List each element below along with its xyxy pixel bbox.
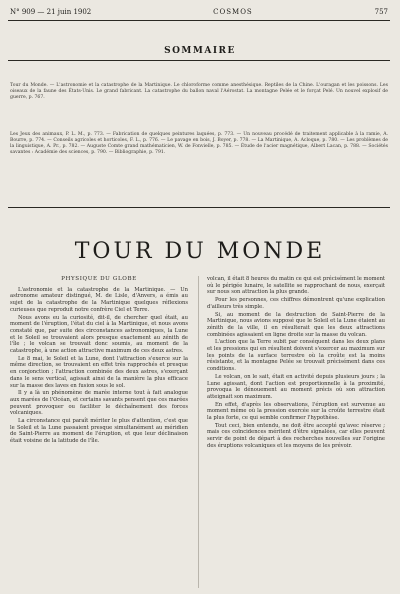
paragraph: L'astronomie et la catastrophe de la Martinique. — Un astronome amateur distingué, M. de Lisle, d'Anvers, a émis au sujet de la catastrophe de la Martinique quelques réflexions curieuses que reproduit notre confrère Ciel et Terre. xyxy=(10,286,188,313)
section-rule xyxy=(8,207,390,208)
sommaire-rule xyxy=(8,60,390,61)
paragraph: La circonstance qui paraît mériter le plus d'attention, c'est que le Soleil et la Lune passaient presque simultanément au méridien de Saint-Pierre au moment de l'éruption, et que leur déclinaison était voisine de la latitude de l'île. xyxy=(10,418,188,445)
page-header xyxy=(10,6,388,18)
paragraph: Tout ceci, bien entendu, ne doit être accepté qu'avec réserve ; mais ces coïncidences méritent d'être signalées, car elles peuvent servir de point de départ à des recherches nouvelles sur l'origine des éruptions volcaniques et les moyens de les prévoir. xyxy=(207,422,385,449)
paragraph: Il y a là un phénomène de marée interne tout à fait analogue aux marées de l'Océan, et certains savants pensent que ces marées peuvent provoquer ou faciliter le déchaînement des forces volcaniques. xyxy=(10,390,188,417)
paragraph: L'action que la Terre subit par conséquent dans les deux plans et les pressions qui en résultent doivent s'exercer au maximum sur les points de la surface terrestre où la croûte est la moins résistante, et la montagne Pelée se trouvait précisément dans ces conditions. xyxy=(207,339,385,373)
paragraph: Nous avons eu la curiosité, dit-il, de chercher quel était, au moment de l'éruption, l'état du ciel à la Martinique, et nous avons constaté que, par suite des circonstances astronomiques, la Lune et le Soleil se trouvaient alors presque exactement au zénith de l'île ; le volcan se trouvait donc soumis, au moment de la catastrophe, à une action attractive maximum de ces deux astres. xyxy=(10,314,188,355)
paragraph: Pour les personnes, ces chiffres démontrent qu'une explication d'ailleurs très simple. xyxy=(207,297,385,310)
paragraph: Le 8 mai, le Soleil et la Lune, dont l'attraction s'exerce sur la même direction, se trouvaient en effet très rapprochés et presque en conjonction ; l'attraction combinée des deux astres, s'exerçant dans le sens vertical, agissait ainsi de la manière la plus efficace sur la masse des laves en fusion sous le sol. xyxy=(10,355,188,389)
section-heading: PHYSIQUE DU GLOBE xyxy=(61,276,137,282)
page-number: 757 xyxy=(374,8,388,16)
issue-number: N° 909 — 21 juin 1902 xyxy=(10,8,92,16)
journal-name: COSMOS xyxy=(213,8,253,16)
column-divider xyxy=(198,276,199,588)
paragraph: volcan, il était 8 heures du matin ce qui est précisément le moment où le périgée lunaire, le satellite se rapprochant de nous, exerçait sur nous son attraction la plus grande. xyxy=(207,276,385,296)
paragraph: En effet, d'après les observations, l'éruption est survenue au moment même où la pression exercée sur la croûte terrestre était la plus forte, ce qui semble confirmer l'hypothèse. xyxy=(207,401,385,422)
paragraph: Si, au moment de la destruction de Saint-Pierre de la Martinique, nous avions supposé que le Soleil et la Lune étaient au zénith de la ville, il en résulterait que les deux attractions combinées agissaient en ligne droite sur la masse du volcan. xyxy=(207,311,385,338)
sommaire-paragraph-1: Tour du Monde. — L'astronomie et la catastrophe de la Martinique. Le chloroforme comme anesthésique. Reptiles de la Chine. L'ouragan et les poissons. Les oiseaux de la faune des États-Unis. Le grand fabricant. La catastrophe du ballon naval l'Aérostat. La montagne Pelée et le forçat Pelé. Un nouvel explosif de guerre, p. 767. xyxy=(10,83,388,101)
sommaire-heading: SOMMAIRE xyxy=(164,46,236,56)
paragraph: Le volcan, on le sait, était en activité depuis plusieurs jours ; la Lune agissant, dont l'action est proportionnelle à la proximité, provoqua le dénouement au moment précis où son attraction atteignait son maximum. xyxy=(207,373,385,400)
sommaire-paragraph-2: Les Jeux des animaux, P. L. M., p. 773. — Fabrication de quelques peintures laquées, p. 773. — Un nouveau procédé de traitement applicable à la ramie, A. Bourre, p. 774. — Conseils agricoles et horticoles, F. L., p. 776. — Le pavage en bois, J. Boyer, p. 778. — La Martinique, A. Acloque, p. 780. — Les problèmes de la linguistique, A. Pr., p. 782. — Auguste Comte grand mathématicien, W. de Fonvielle, p. 785. — Étude de l'acier magnétique, Albert Lacan, p. 788. — Sociétés savantes : Académie des sciences, p. 790. — Bibliographie, p. 791. xyxy=(10,132,388,156)
left-column xyxy=(10,276,188,446)
right-column xyxy=(207,276,385,451)
header-rule xyxy=(8,20,390,21)
main-title: TOUR DU MONDE xyxy=(74,239,326,264)
